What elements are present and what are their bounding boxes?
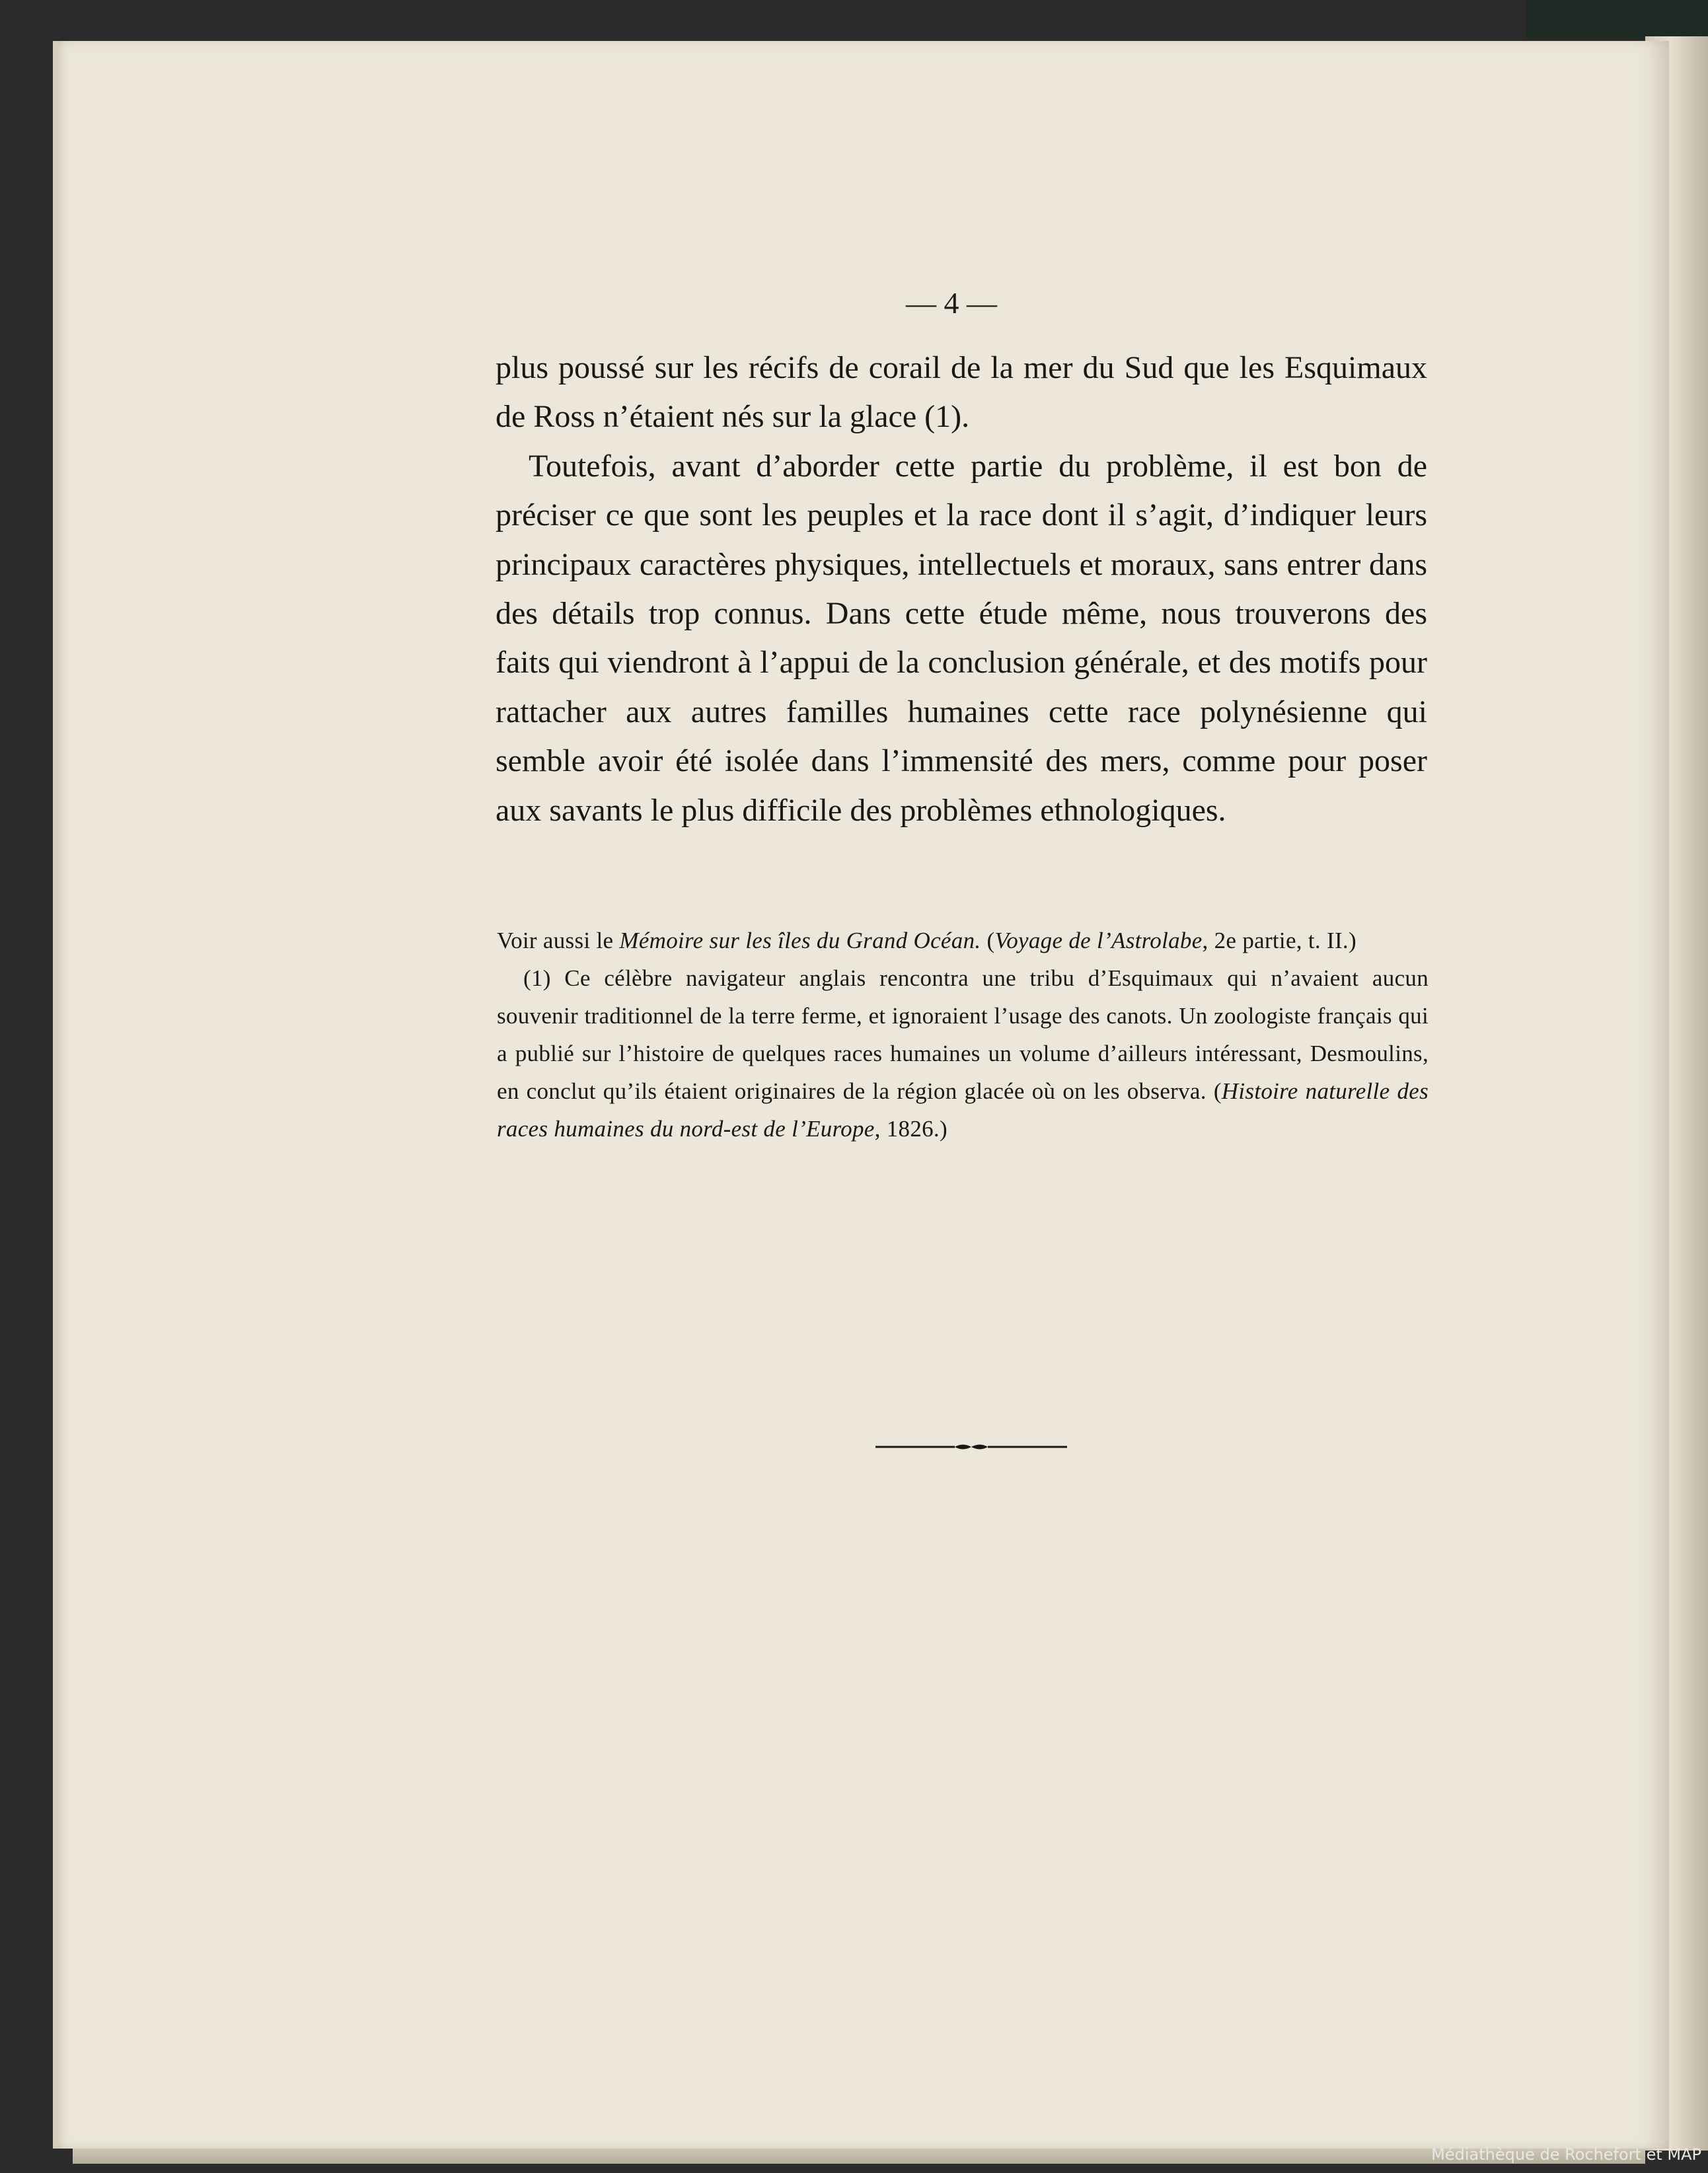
ornament-divider xyxy=(875,1437,1067,1457)
page-number: — 4 — xyxy=(906,286,997,320)
book-binding xyxy=(1526,0,1708,40)
image-credit: Médiathèque de Rochefort et MAP xyxy=(1431,2145,1701,2164)
see-also-suffix: , 2e partie, t. II.) xyxy=(1202,928,1356,953)
paragraph-continued: plus poussé sur les récifs de corail de la mer du Sud que les Esquimaux de Ross n’étaient nés sur la glace (1). xyxy=(496,350,1427,435)
footnote-1-text: (1) Ce célèbre navigateur anglais rencontra une tribu d’Esquimaux qui n’avaient aucun souvenir traditionnel de la terre ferme, et ignoraient l’usage des canots. Un zoologiste français qui a publié sur l’histoire de quelques races humaines un volume d’ailleurs intéressant, Desmoulins, en conclut qu’ils étaient originaires de la région glacée où on les observa. ( xyxy=(497,965,1429,1104)
paragraph-toutefois: Toutefois, avant d’aborder cette partie du problème, il est bon de préciser ce que sont les peuples et la race dont il s’agit, d’indiquer leurs principaux caractères physiques, intellectuels et moraux, sans entrer dans des détails trop connus. Dans cette étude même, nous trouverons des faits qui viendront à l’appui de la conclusion générale, et des motifs pour rattacher aux autres familles humaines cette race polynésienne qui semble avoir été isolée dans l’immensité des mers, comme pour poser aux savants le plus difficile des problèmes ethnologiques. xyxy=(496,448,1427,828)
footnote-1-title: Histoire naturelle des races humaines du nord-est de l’Europe xyxy=(497,1078,1429,1142)
see-also-prefix: Voir aussi le xyxy=(497,928,620,953)
notes-block xyxy=(497,922,1429,1148)
body-text xyxy=(496,344,1427,835)
see-also-title: Mémoire sur les îles du Grand Océan. xyxy=(619,928,981,953)
see-also-voyage: Voyage de l’Astrolabe xyxy=(994,928,1203,953)
footnote-1-end: , 1826.) xyxy=(874,1116,947,1142)
see-also-mid: ( xyxy=(981,928,995,953)
see-also-note xyxy=(497,922,1429,959)
footnote-1 xyxy=(497,959,1429,1148)
